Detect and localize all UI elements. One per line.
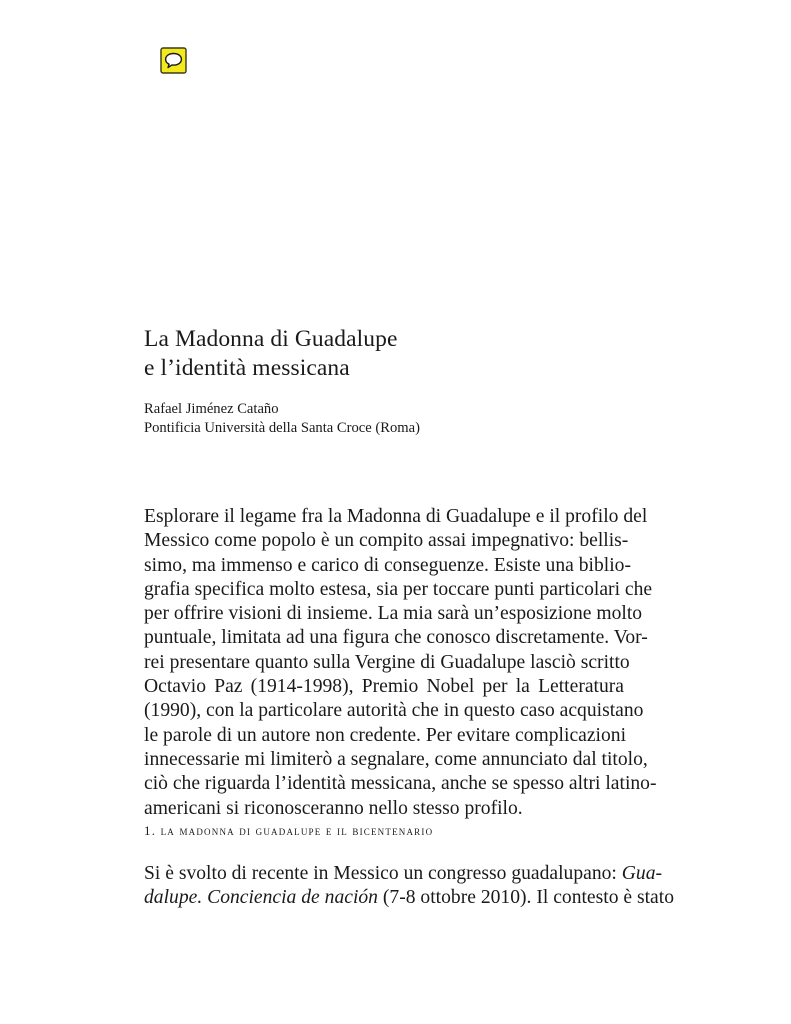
paragraph-line: puntuale, limitata ad una figura che conosco discretamente. Vor-	[144, 627, 648, 649]
comment-icon[interactable]	[160, 47, 187, 74]
section-heading: 1. la madonna di guadalupe e il bicentenario	[144, 823, 434, 838]
author-block	[144, 400, 420, 437]
title-line-2: e l’identità messicana	[144, 355, 350, 381]
paragraph-text: Si è svolto di recente in Messico un congresso guadalupano:	[144, 863, 622, 884]
paragraph-line: le parole di un autore non credente. Per evitare complicazioni	[144, 724, 627, 746]
paragraph-text: (7-8 ottobre 2010). Il contesto è stato	[377, 887, 674, 909]
paragraph-line: americani si riconosceranno nello stesso profilo.	[144, 797, 523, 819]
italic-title: Gua-	[621, 863, 663, 884]
paragraph-line: Messico come popolo è un compito assai impegnativo: bellis-	[144, 530, 629, 552]
paragraph-line	[144, 862, 663, 886]
paragraph-line: innecessarie mi limiterò a segnalare, come annunciato dal titolo,	[144, 748, 648, 770]
article-title	[144, 325, 398, 383]
paragraph-line: Esplorare il legame fra la Madonna di Guadalupe e il profilo del	[144, 506, 648, 527]
paragraph-line: grafia specifica molto estesa, sia per toccare punti particolari che	[144, 578, 653, 600]
title-line-1: La Madonna di Guadalupe	[144, 326, 398, 352]
paragraph-line: simo, ma immenso e carico di conseguenze. Esiste una biblio-	[144, 554, 631, 576]
paragraph-line: ciò che riguarda l’identità messicana, anche se spesso altri latino-	[144, 773, 657, 795]
paragraph-line: rei presentare quanto sulla Vergine di Guadalupe lasciò scritto	[144, 651, 630, 673]
paragraph-line	[144, 886, 674, 910]
author-affiliation: Pontificia Università della Santa Croce (Roma)	[144, 419, 420, 436]
paragraph-line: (1990), con la particolare autorità che in questo caso acquistano	[144, 700, 644, 722]
intro-paragraph	[144, 505, 657, 821]
paragraph-line: per offrire visioni di insieme. La mia sarà un’esposizione molto	[144, 603, 643, 625]
author-name: Rafael Jiménez Cataño	[144, 401, 279, 417]
section-paragraph	[144, 862, 674, 911]
paragraph-line: Octavio Paz (1914-1998), Premio Nobel per la Letteratura	[144, 676, 624, 698]
italic-title: dalupe. Conciencia de nación	[144, 887, 378, 909]
